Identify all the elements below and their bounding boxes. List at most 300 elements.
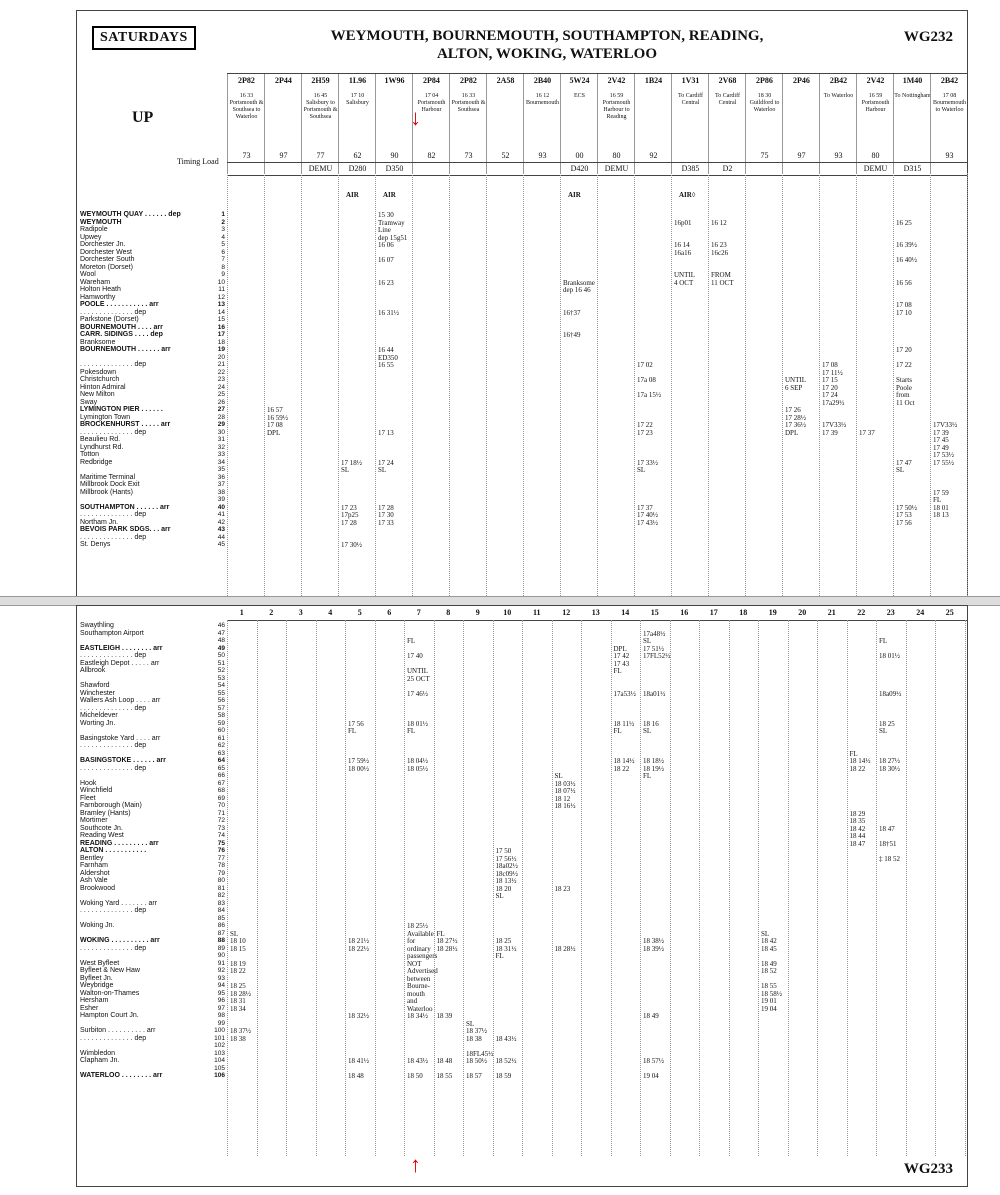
column-rule [486, 173, 487, 596]
timing-cell: 17 13 [378, 428, 394, 437]
row-number: 27 [217, 406, 225, 413]
timing-cell: 19 04 [643, 1072, 659, 1080]
row-number: 59 [217, 719, 225, 727]
timing-cell: FL [643, 772, 652, 780]
row-number: 47 [217, 629, 225, 637]
timing-cell: 16 44 [378, 346, 394, 354]
timing-cell: 17 08 [267, 421, 283, 429]
timing-cell: 11 Oct [896, 398, 915, 407]
timing-cell: FL [613, 727, 622, 735]
station-row [77, 1057, 227, 1065]
timing-cell: 17V33½ [822, 421, 847, 429]
station-row [77, 802, 227, 810]
row-number: 36 [217, 473, 225, 481]
station-name: Clapham Jn. [80, 1057, 120, 1064]
timing-cell: SL [230, 929, 239, 938]
timing-cell: DPL [267, 428, 281, 437]
service-column-header [597, 74, 635, 174]
service-number: 97 [279, 151, 288, 160]
station-row [77, 219, 227, 227]
timing-cell: UNTIL [674, 271, 695, 279]
station-row [77, 436, 227, 444]
station-row [77, 1005, 227, 1013]
service-number: 93 [945, 151, 954, 160]
station-row [77, 810, 227, 818]
row-number: 103 [214, 1049, 225, 1057]
column-number: 19 [768, 608, 777, 617]
column-number: 5 [357, 608, 362, 617]
page-code: WG232 [903, 29, 953, 45]
station-row [77, 825, 227, 833]
page-code-bottom: WG233 [903, 1161, 953, 1177]
station-name: Beaulieu Rd. [80, 436, 121, 443]
column-rule [227, 173, 228, 596]
station-row [77, 421, 227, 429]
station-row [77, 870, 227, 878]
station-name: Dorchester South [80, 256, 135, 263]
row-number: 7 [221, 256, 225, 263]
timing-cell: 18 21½ [348, 937, 369, 945]
timing-cell: 18 43½ [495, 1034, 517, 1043]
station-row [77, 406, 227, 414]
timing-cell: 17a 15½ [637, 391, 662, 399]
column-rule [493, 620, 494, 1156]
timing-cell: UNTIL [785, 376, 806, 384]
station-name: ALTON . . . . . . . . . . . [80, 847, 147, 854]
station-row [77, 294, 227, 302]
station-row [77, 331, 227, 339]
timing-cell: from [896, 391, 910, 399]
timing-cell: 17 47 [896, 458, 912, 467]
station-row [77, 1027, 227, 1035]
timing-cell: 15 30 [378, 211, 394, 219]
station-name: Eastleigh Depot . . . . . arr [80, 659, 160, 667]
timing-cell: 17 02 [637, 361, 653, 369]
station-row [77, 534, 227, 542]
column-number: 9 [475, 608, 480, 617]
station-row [77, 526, 227, 534]
red-down-arrow: ↓ [410, 105, 421, 130]
station-row [77, 361, 227, 369]
row-number: 93 [217, 974, 225, 982]
timing-cell: 18 35 [849, 817, 866, 825]
station-name: Aldershot [80, 869, 110, 877]
station-row [77, 211, 227, 219]
timing-cell: Starts [896, 376, 912, 384]
station-row [77, 735, 227, 743]
timing-cell: DPL [613, 644, 627, 653]
timing-cell: 16 56 [896, 278, 912, 287]
timing-cell: 18c09½ [495, 869, 518, 878]
timing-cell: Poole [896, 383, 912, 392]
service-description: To Nottingham [894, 93, 931, 99]
timing-cell: 17 39 [822, 428, 838, 437]
column-rule [345, 620, 346, 1156]
station-row [77, 817, 227, 825]
timing-cell: 18 01½ [879, 652, 900, 660]
station-name: Wool [80, 271, 96, 278]
service-number: 00 [575, 151, 584, 160]
timing-cell: 16 06 [378, 241, 394, 249]
row-number: 94 [217, 982, 225, 989]
column-number: 3 [298, 608, 303, 617]
timing-cell: FL [879, 637, 888, 645]
timing-cell: 18 11½ [613, 719, 635, 728]
station-name: Wallers Ash Loop . . . . arr [80, 697, 161, 704]
station-name: . . . . . . . . . . . . . . dep [80, 361, 147, 368]
timing-cell: 18 25 [495, 937, 512, 945]
station-name: Northam Jn. [80, 518, 119, 526]
station-name: SOUTHAMPTON . . . . . . arr [80, 503, 170, 511]
service-code: 2V42 [607, 76, 626, 85]
column-number: 11 [532, 608, 541, 617]
column-rule [301, 173, 302, 596]
column-rule [965, 620, 966, 1156]
timing-cell: 17 37 [859, 428, 875, 437]
service-description: 17 10 Salisbury [346, 93, 369, 106]
column-number: 25 [945, 608, 954, 617]
timing-cell: 18 16½ [554, 802, 576, 810]
station-name: Hook [80, 779, 97, 787]
station-row [77, 900, 227, 908]
station-name: READING . . . . . . . . . arr [80, 839, 159, 847]
service-description: To Waterloo [823, 93, 854, 99]
column-number: 2 [269, 608, 274, 617]
station-row [77, 952, 227, 960]
column-rule [758, 620, 759, 1156]
station-list-bottom [77, 622, 227, 1080]
column-rule [581, 620, 582, 1156]
row-number: 42 [217, 518, 225, 526]
timing-cell: 18 52 [761, 967, 777, 975]
timing-cell: 18 28½ [554, 944, 576, 953]
timing-cell: SL [761, 929, 770, 938]
column-rule [782, 173, 783, 596]
timing-cell: for [407, 937, 416, 945]
station-name: New Milton [80, 391, 115, 398]
station-row [77, 990, 227, 998]
row-number: 104 [214, 1057, 225, 1064]
station-row [77, 474, 227, 482]
station-name: . . . . . . . . . . . . . . dep [80, 907, 147, 914]
row-number: 98 [217, 1012, 225, 1019]
timing-cell: 17 30½ [341, 541, 362, 549]
column-rule [463, 620, 464, 1156]
service-description: 17 04 Portsmouth Harbour [417, 93, 446, 113]
timing-load: D2 [722, 164, 733, 173]
station-name: EASTLEIGH . . . . . . . . arr [80, 644, 163, 652]
station-row [77, 885, 227, 893]
service-column-header [782, 74, 820, 174]
row-number: 15 [217, 316, 225, 323]
timing-cell: between [407, 974, 431, 983]
column-rule [375, 620, 376, 1156]
row-number: 29 [217, 421, 225, 428]
service-description: To Cardiff Central [678, 93, 703, 106]
column-rule [634, 173, 635, 596]
service-number: 80 [612, 151, 621, 160]
timing-cell: 18 13 [933, 511, 949, 519]
row-number: 88 [217, 937, 225, 944]
timing-cell: FL [436, 929, 445, 938]
station-row [77, 622, 227, 630]
station-row [77, 847, 227, 855]
row-number: 56 [217, 697, 225, 704]
column-rule [847, 620, 848, 1156]
row-number: 101 [214, 1034, 225, 1042]
station-name: . . . . . . . . . . . . . . dep [80, 704, 147, 712]
timing-cell: 18 12 [554, 794, 571, 803]
row-number: 19 [217, 346, 225, 353]
timing-cell: 18 49 [761, 959, 777, 968]
service-column-header [634, 74, 672, 174]
station-row [77, 466, 227, 474]
timing-cell: 18 59 [495, 1072, 512, 1080]
timing-cell: 17 28 [378, 503, 394, 512]
service-number: 82 [427, 151, 436, 160]
station-name: Farnborough (Main) [80, 802, 142, 809]
station-row [77, 967, 227, 975]
station-row [77, 511, 227, 519]
timing-cell: 17 50½ [896, 503, 917, 512]
timing-cell: 18 04½ [407, 757, 428, 765]
timing-cell: passengers [407, 952, 438, 960]
station-row [77, 324, 227, 332]
timing-cell: 17 43 [613, 659, 630, 668]
row-number: 10 [217, 278, 225, 286]
station-row [77, 705, 227, 713]
station-row [77, 855, 227, 863]
station-name: Upwey [80, 233, 102, 241]
service-code: 2B40 [533, 76, 552, 85]
timing-cell: SL [637, 466, 646, 474]
station-row [77, 682, 227, 690]
timing-cell: 18 57½ [643, 1057, 664, 1065]
station-name: Sway [80, 398, 98, 406]
timing-cell: 18 23 [554, 884, 571, 893]
row-number: 54 [217, 682, 225, 689]
column-rule [729, 620, 730, 1156]
station-name: Ash Vale [80, 877, 108, 884]
timing-cell: 18 15 [230, 944, 246, 953]
row-number: 8 [221, 263, 225, 271]
station-row [77, 667, 227, 675]
column-number: 16 [680, 608, 689, 617]
row-number: 62 [217, 742, 225, 749]
timing-cell: 18 22 [230, 967, 246, 975]
station-row [77, 675, 227, 683]
station-name: BASINGSTOKE . . . . . . arr [80, 757, 166, 764]
timing-cell: 16 07 [378, 256, 394, 264]
row-number: 34 [217, 458, 225, 466]
timing-cell: 18 32½ [348, 1012, 369, 1020]
service-column-header [264, 74, 302, 174]
timing-cell: 16 31½ [378, 308, 399, 317]
timing-cell: 16c26 [711, 248, 729, 257]
direction-label: UP [132, 109, 154, 126]
timing-load: DEMU [863, 164, 888, 173]
station-row [77, 339, 227, 347]
timing-cell: 17 22 [637, 421, 653, 429]
timing-cell: ‡ 18 52 [879, 854, 900, 863]
station-name: Byfleet Jn. [80, 974, 113, 982]
timing-cell: 16 57 [267, 406, 283, 414]
timing-cell: 18 48 [436, 1057, 453, 1065]
station-row [77, 960, 227, 968]
station-row [77, 391, 227, 399]
timing-cell: 16 25 [896, 218, 912, 227]
service-description: 16 33 Portsmouth & Southsea [451, 93, 486, 113]
timing-cell: 17 18½ [341, 458, 362, 467]
service-code: 2V68 [718, 76, 737, 85]
service-code: 1B24 [644, 76, 663, 85]
column-rule [670, 620, 671, 1156]
timing-cell: 16 39½ [896, 241, 917, 249]
station-name: Bramley (Hants) [80, 809, 131, 817]
timing-cell: UNTIL [407, 667, 428, 675]
station-row [77, 376, 227, 384]
timing-cell: 19 01 [761, 997, 777, 1005]
column-rule [316, 620, 317, 1156]
station-name: Hersham [80, 997, 109, 1004]
timing-cell: 18 31½ [495, 944, 517, 953]
timing-cell: 17 22 [896, 361, 912, 369]
station-row [77, 907, 227, 915]
service-column-header [338, 74, 376, 174]
row-number: 76 [217, 847, 225, 854]
row-number: 18 [217, 338, 225, 346]
timing-cell: 17 08 [822, 361, 838, 369]
timing-cell: 17 28½ [785, 413, 806, 422]
timing-cell: 18 01½ [407, 719, 428, 728]
service-code: 2P86 [756, 76, 773, 85]
service-number: 75 [760, 151, 769, 160]
row-number: 52 [217, 667, 225, 674]
station-name: BOURNEMOUTH . . . . . . arr [80, 346, 171, 353]
row-number: 33 [217, 451, 225, 458]
station-name: Lymington Town [80, 413, 131, 421]
timing-cell: 17 55½ [933, 458, 954, 467]
row-number: 2 [221, 218, 225, 226]
timing-cell: 16p01 [674, 218, 692, 227]
row-number: 60 [217, 727, 225, 734]
row-number: 57 [217, 704, 225, 712]
service-code: 2H59 [311, 76, 330, 85]
timing-cell: 18 41½ [348, 1057, 369, 1065]
column-rule [338, 173, 339, 596]
station-row [77, 309, 227, 317]
station-name: Byfleet & New Haw [80, 967, 140, 974]
red-up-arrow: ↑ [410, 1152, 421, 1177]
station-name: Holton Heath [80, 286, 121, 293]
timing-cell: SL [896, 466, 905, 474]
row-number: 44 [217, 533, 225, 541]
service-code: 1M40 [902, 76, 923, 85]
station-row [77, 519, 227, 527]
timing-cell: 18 18½ [643, 757, 664, 765]
station-name: WEYMOUTH QUAY . . . . . . dep [80, 211, 181, 218]
station-row [77, 727, 227, 735]
service-number: 73 [464, 151, 473, 160]
station-row [77, 346, 227, 354]
timing-cell: 18 25 [879, 719, 895, 728]
station-row [77, 234, 227, 242]
row-number: 71 [217, 809, 225, 817]
timing-cell: 18 29 [849, 809, 866, 818]
timing-cell: 18 05½ [407, 764, 428, 773]
row-number: 32 [217, 443, 225, 451]
service-number: 92 [649, 151, 658, 160]
station-name: BOURNEMOUTH . . . . arr [80, 323, 163, 331]
station-row [77, 757, 227, 765]
timing-cell: DPL [785, 428, 799, 437]
timing-cell: SL [378, 466, 387, 474]
column-number: 7 [416, 608, 421, 617]
timing-cell: Waterloo [407, 1004, 433, 1013]
station-name: Hamworthy [80, 293, 116, 301]
row-number: 30 [217, 428, 225, 436]
title-line-1: WEYMOUTH, BOURNEMOUTH, SOUTHAMPTON, READING, [330, 28, 764, 44]
station-row [77, 541, 227, 549]
column-rule [264, 173, 265, 596]
timing-cell: 17 40½ [637, 511, 658, 519]
station-row [77, 496, 227, 504]
timing-cell: Tramway [378, 218, 405, 227]
timing-load: D420 [570, 164, 589, 173]
column-number: 14 [621, 608, 630, 617]
station-name: Southcote Jn. [80, 824, 123, 832]
station-row [77, 697, 227, 705]
timing-cell: 16 14 [674, 241, 690, 249]
station-name: Dorchester Jn. [80, 241, 126, 248]
station-name: Worting Jn. [80, 719, 116, 727]
timing-cell: 17 10 [896, 308, 912, 317]
timing-cell: 18 48 [348, 1072, 364, 1080]
timetable-page-bottom [76, 605, 968, 1187]
station-row [77, 945, 227, 953]
timing-cell: FL [407, 727, 416, 735]
timing-cell: 18 20 [495, 884, 512, 893]
station-row [77, 660, 227, 668]
station-name: CARR. SIDINGS . . . . dep [80, 331, 163, 338]
station-name: Wimbledon [80, 1049, 116, 1057]
service-column-header [671, 74, 709, 174]
station-row [77, 429, 227, 437]
timing-cell: 18a09½ [879, 689, 902, 698]
station-name: Winchester [80, 689, 116, 697]
timing-cell: 16 12 [711, 218, 727, 227]
timing-cell: 18 38 [466, 1034, 482, 1043]
timing-cell: 18 03½ [554, 779, 576, 788]
timing-cell: 17 45 [933, 436, 949, 444]
station-name: Allbrook [80, 667, 106, 674]
timing-cell: 17 56 [896, 518, 912, 527]
air-label: AIR [568, 191, 581, 199]
station-row [77, 922, 227, 930]
row-number: 97 [217, 1004, 225, 1012]
timing-cell: 18 42 [849, 824, 866, 833]
timing-cell: 17 51½ [643, 644, 664, 653]
row-number: 35 [217, 466, 225, 473]
station-name: . . . . . . . . . . . . . . dep [80, 533, 147, 541]
service-column-header [560, 74, 598, 174]
timing-cell: 11 OCT [711, 278, 734, 287]
row-number: 4 [221, 233, 225, 241]
row-number: 13 [217, 301, 225, 308]
row-number: 14 [217, 308, 225, 316]
timing-cell: 17 59 [933, 488, 949, 497]
timing-cell: 18 50½ [466, 1057, 487, 1065]
